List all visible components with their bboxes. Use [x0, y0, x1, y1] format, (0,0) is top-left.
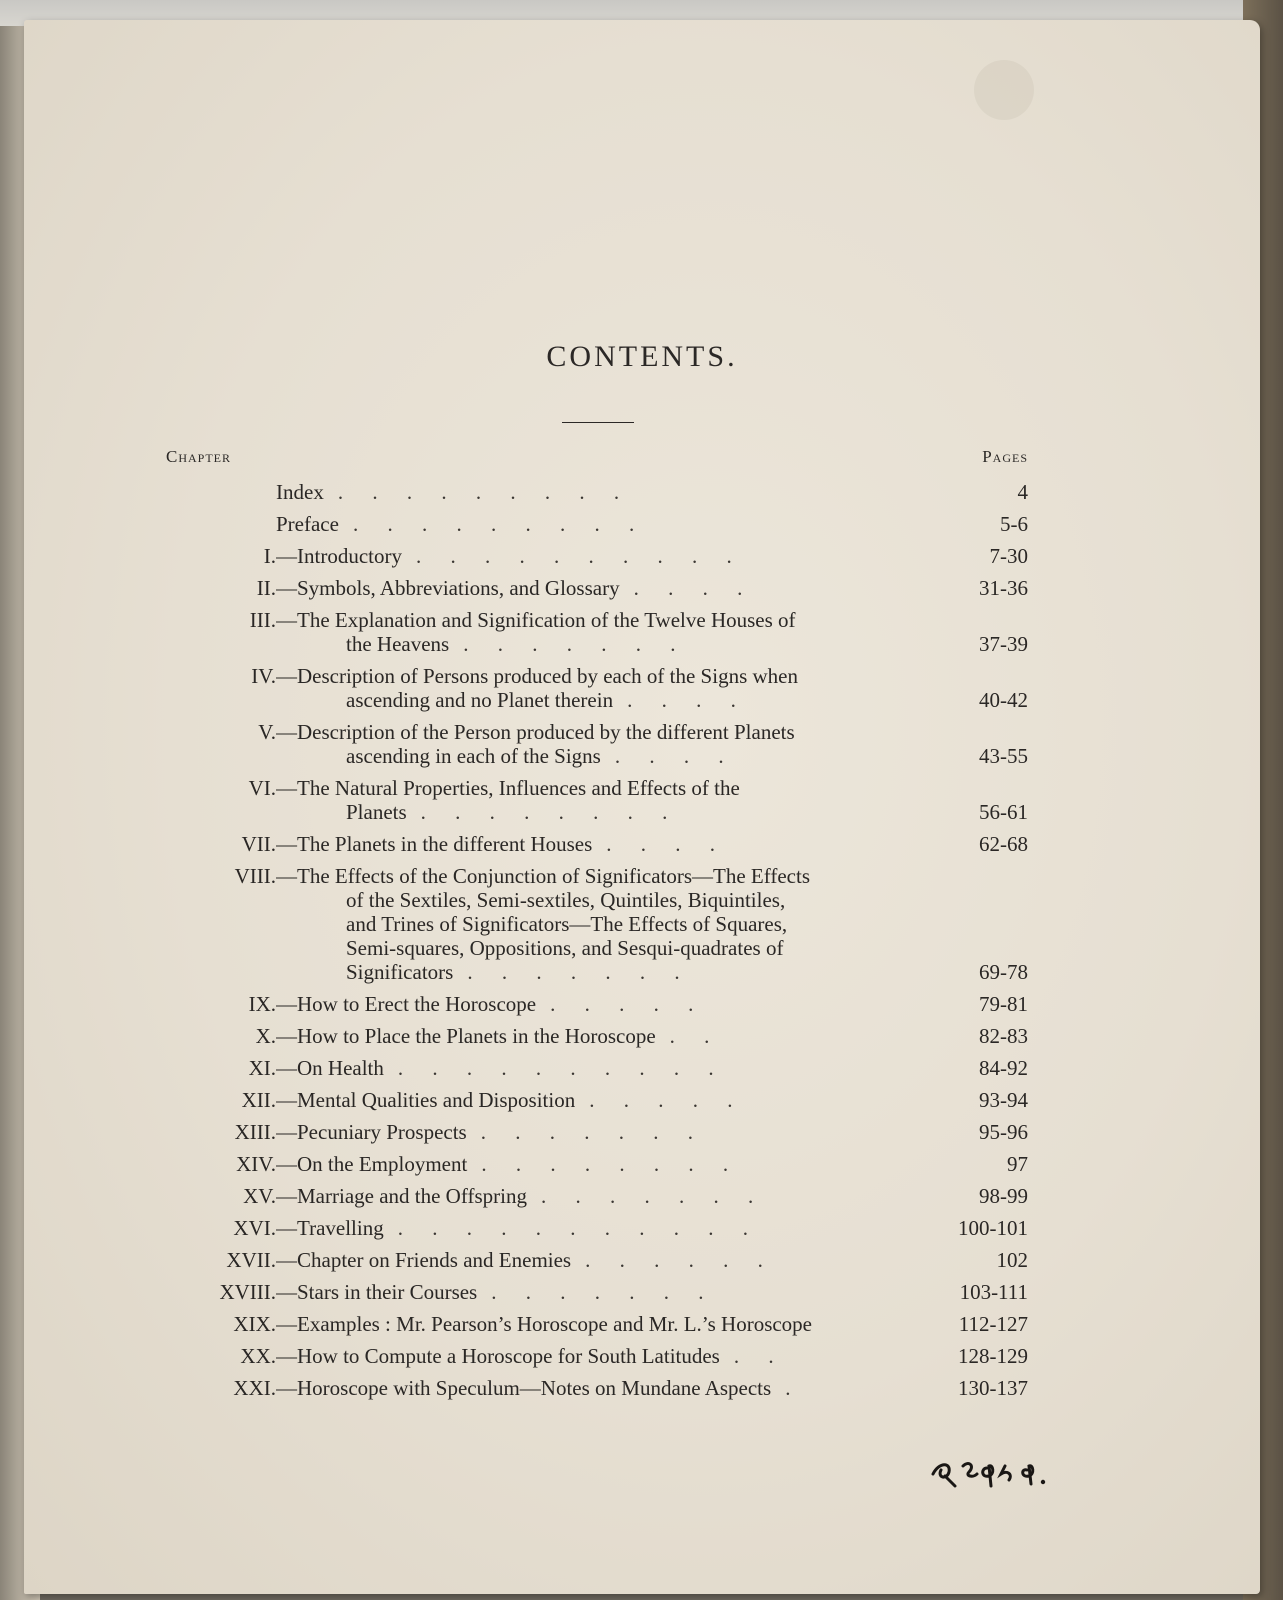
toc-entry — [24, 1056, 1260, 1080]
chapter-title — [276, 608, 922, 656]
chapter-title-line: —Description of the Person produced by the different Planets — [276, 720, 795, 744]
leader-dots: . . . . — [633, 576, 743, 600]
leader-dots: . . . . . . — [585, 1248, 763, 1272]
handwritten-note — [929, 1452, 1049, 1492]
chapter-title-line: —Marriage and the Offspring — [276, 1184, 527, 1208]
toc-entry — [24, 1024, 1260, 1048]
leader-dots: . . . . . . . . . . — [415, 544, 732, 568]
page-range: 7-30 — [989, 544, 1028, 568]
toc-entry — [24, 1280, 1260, 1304]
page-range: 93-94 — [979, 1088, 1028, 1112]
chapter-number: III. — [249, 608, 276, 632]
chapter-number: X. — [255, 1024, 276, 1048]
toc-entry — [24, 832, 1260, 856]
chapter-title — [276, 1312, 922, 1336]
chapter-title-line: —Mental Qualities and Disposition — [276, 1088, 576, 1112]
chapter-title-line: —How to Place the Planets in the Horoscope — [276, 1024, 656, 1048]
chapter-title — [276, 1344, 922, 1368]
leader-dots: . . . . . . . — [463, 632, 676, 656]
chapter-title-line: —The Explanation and Signification of the Twelve Houses of — [276, 608, 796, 632]
chapter-number: VI. — [248, 776, 276, 800]
chapter-number: XIII. — [234, 1120, 276, 1144]
pages-column-header: Pages — [982, 447, 1028, 466]
chapter-title-line: the Heavens — [346, 632, 450, 656]
chapter-number: XVII. — [226, 1248, 276, 1272]
chapter-number: XII. — [241, 1088, 276, 1112]
chapter-title — [276, 1152, 922, 1176]
chapter-title-line: —The Effects of the Conjunction of Significators—The Effects — [276, 864, 811, 888]
leader-dots: . — [785, 1376, 791, 1400]
page-range: 112-127 — [958, 1312, 1028, 1336]
leader-dots: . . . . . . . — [467, 960, 680, 984]
toc-entry — [24, 1216, 1260, 1240]
toc-entry — [24, 864, 1260, 984]
chapter-title-line: —Description of Persons produced by each of the Signs when — [276, 664, 798, 688]
chapter-title-line: Semi-squares, Oppositions, and Sesqui-quadrates of — [346, 936, 784, 960]
page-range: 95-96 — [979, 1120, 1028, 1144]
chapter-title — [276, 1248, 922, 1272]
chapter-number: V. — [258, 720, 276, 744]
page-range: 130-137 — [958, 1376, 1028, 1400]
chapter-title-line: and Trines of Significators—The Effects of Squares, — [346, 912, 788, 936]
chapter-title — [276, 1088, 922, 1112]
page-range: 5-6 — [1000, 512, 1028, 536]
leader-dots: . . . . . . . — [480, 1120, 693, 1144]
leader-dots: . . . . — [606, 832, 716, 856]
paper-stain — [974, 60, 1034, 120]
chapter-title-line: ascending and no Planet therein — [346, 688, 614, 712]
page-range: 37-39 — [979, 632, 1028, 656]
leader-dots: . . . . . . . . . — [352, 512, 635, 536]
page-range: 84-92 — [979, 1056, 1028, 1080]
page-range: 4 — [1017, 480, 1028, 504]
chapter-title — [276, 512, 922, 536]
chapter-title-line: ascending in each of the Signs — [346, 744, 601, 768]
chapter-number: VIII. — [234, 864, 276, 888]
chapter-title — [276, 776, 922, 824]
chapter-title-line: —Pecuniary Prospects — [276, 1120, 467, 1144]
page-range: 82-83 — [979, 1024, 1028, 1048]
chapter-number: XVIII. — [219, 1280, 276, 1304]
leader-dots: . . . . . . . — [540, 1184, 754, 1208]
toc-entry — [24, 1152, 1260, 1176]
chapter-number: XIV. — [236, 1152, 276, 1176]
page-range: 102 — [996, 1248, 1028, 1272]
chapter-number: XI. — [248, 1056, 276, 1080]
toc-entry — [24, 608, 1260, 656]
chapter-title — [276, 1056, 922, 1080]
chapter-title-line: Significators — [346, 960, 454, 984]
toc-entry — [24, 512, 1260, 536]
chapter-column-header: Chapter — [166, 447, 232, 466]
toc-entry — [24, 1344, 1260, 1368]
page-range: 62-68 — [979, 832, 1028, 856]
chapter-title — [276, 1184, 922, 1208]
chapter-number: XXI. — [233, 1376, 276, 1400]
chapter-title-line: —Horoscope with Speculum—Notes on Mundane Aspects — [276, 1376, 772, 1400]
toc-entry — [24, 1376, 1260, 1400]
chapter-title-line: —Chapter on Friends and Enemies — [276, 1248, 572, 1272]
chapter-title-line: —Introductory — [276, 544, 402, 568]
page-range: 79-81 — [979, 992, 1028, 1016]
chapter-title-line: —Travelling — [276, 1216, 384, 1240]
chapter-title — [276, 1024, 922, 1048]
leader-dots: . . . . — [614, 744, 724, 768]
page-range: 97 — [1007, 1152, 1028, 1176]
page-range: 43-55 — [979, 744, 1028, 768]
leader-dots: . . . . . . . — [491, 1280, 704, 1304]
page-range: 40-42 — [979, 688, 1028, 712]
chapter-number: IX. — [248, 992, 276, 1016]
chapter-title — [276, 992, 922, 1016]
chapter-number: VII. — [241, 832, 276, 856]
toc-entry — [24, 1120, 1260, 1144]
page-range: 100-101 — [958, 1216, 1028, 1240]
chapter-number: XVI. — [233, 1216, 276, 1240]
chapter-title-line: —On the Employment — [276, 1152, 468, 1176]
chapter-title-line: Index — [276, 480, 324, 504]
toc-entry — [24, 1184, 1260, 1208]
page-range: 128-129 — [958, 1344, 1028, 1368]
table-of-contents — [24, 480, 1260, 1408]
chapter-title — [276, 720, 922, 768]
toc-entry — [24, 776, 1260, 824]
page-range: 69-78 — [979, 960, 1028, 984]
toc-entry — [24, 720, 1260, 768]
book-page — [24, 20, 1260, 1594]
chapter-title — [276, 664, 922, 712]
leader-dots: . . . . . . . . — [420, 800, 668, 824]
chapter-title-line: Preface — [276, 512, 339, 536]
toc-entry — [24, 1312, 1260, 1336]
toc-entry — [24, 544, 1260, 568]
chapter-title-line: Planets — [346, 800, 407, 824]
toc-entry — [24, 664, 1260, 712]
chapter-number: IV. — [251, 664, 276, 688]
chapter-title — [276, 1376, 922, 1400]
page-range: 31-36 — [979, 576, 1028, 600]
page-range: 56-61 — [979, 800, 1028, 824]
chapter-title-line: —The Natural Properties, Influences and Effects of the — [276, 776, 740, 800]
chapter-title — [276, 576, 922, 600]
chapter-title-line: of the Sextiles, Semi-sextiles, Quintiles, Biquintiles, — [346, 888, 786, 912]
toc-entry — [24, 480, 1260, 504]
page-range: 98-99 — [979, 1184, 1028, 1208]
chapter-title-line: —Examples : Mr. Pearson’s Horoscope and Mr. L.’s Horoscope — [276, 1312, 813, 1336]
leader-dots: . . . . . . . . . . . — [397, 1216, 748, 1240]
chapter-number: XV. — [243, 1184, 276, 1208]
leader-dots: . . . . . . . . — [481, 1152, 729, 1176]
toc-entry — [24, 576, 1260, 600]
chapter-title — [276, 864, 922, 984]
toc-entry — [24, 1088, 1260, 1112]
leader-dots: . . — [733, 1344, 774, 1368]
chapter-title — [276, 544, 922, 568]
toc-entry — [24, 1248, 1260, 1272]
chapter-title-line: —Symbols, Abbreviations, and Glossary — [276, 576, 620, 600]
leader-dots: . . . . . — [589, 1088, 733, 1112]
leader-dots: . . — [669, 1024, 710, 1048]
chapter-title — [276, 1280, 922, 1304]
chapter-number: XIX. — [233, 1312, 276, 1336]
page-title: CONTENTS. — [546, 340, 738, 373]
leader-dots: . . . . . . . . . — [337, 480, 620, 504]
chapter-number: I. — [263, 544, 276, 568]
chapter-number: XX. — [240, 1344, 276, 1368]
toc-entry — [24, 992, 1260, 1016]
page-range: 103-111 — [959, 1280, 1028, 1304]
chapter-title — [276, 1216, 922, 1240]
chapter-title — [276, 480, 922, 504]
chapter-title-line: —How to Erect the Horoscope — [276, 992, 537, 1016]
chapter-title-line: —Stars in their Courses — [276, 1280, 478, 1304]
chapter-number: II. — [256, 576, 276, 600]
leader-dots: . . . . . . . . . . — [397, 1056, 714, 1080]
leader-dots: . . . . — [627, 688, 736, 712]
title-rule — [562, 422, 634, 423]
leader-dots: . . . . . — [550, 992, 694, 1016]
chapter-title-line: —How to Compute a Horoscope for South Latitudes — [276, 1344, 720, 1368]
chapter-title — [276, 1120, 922, 1144]
chapter-title-line: —The Planets in the different Houses — [276, 832, 593, 856]
chapter-title — [276, 832, 922, 856]
chapter-title-line: —On Health — [276, 1056, 384, 1080]
